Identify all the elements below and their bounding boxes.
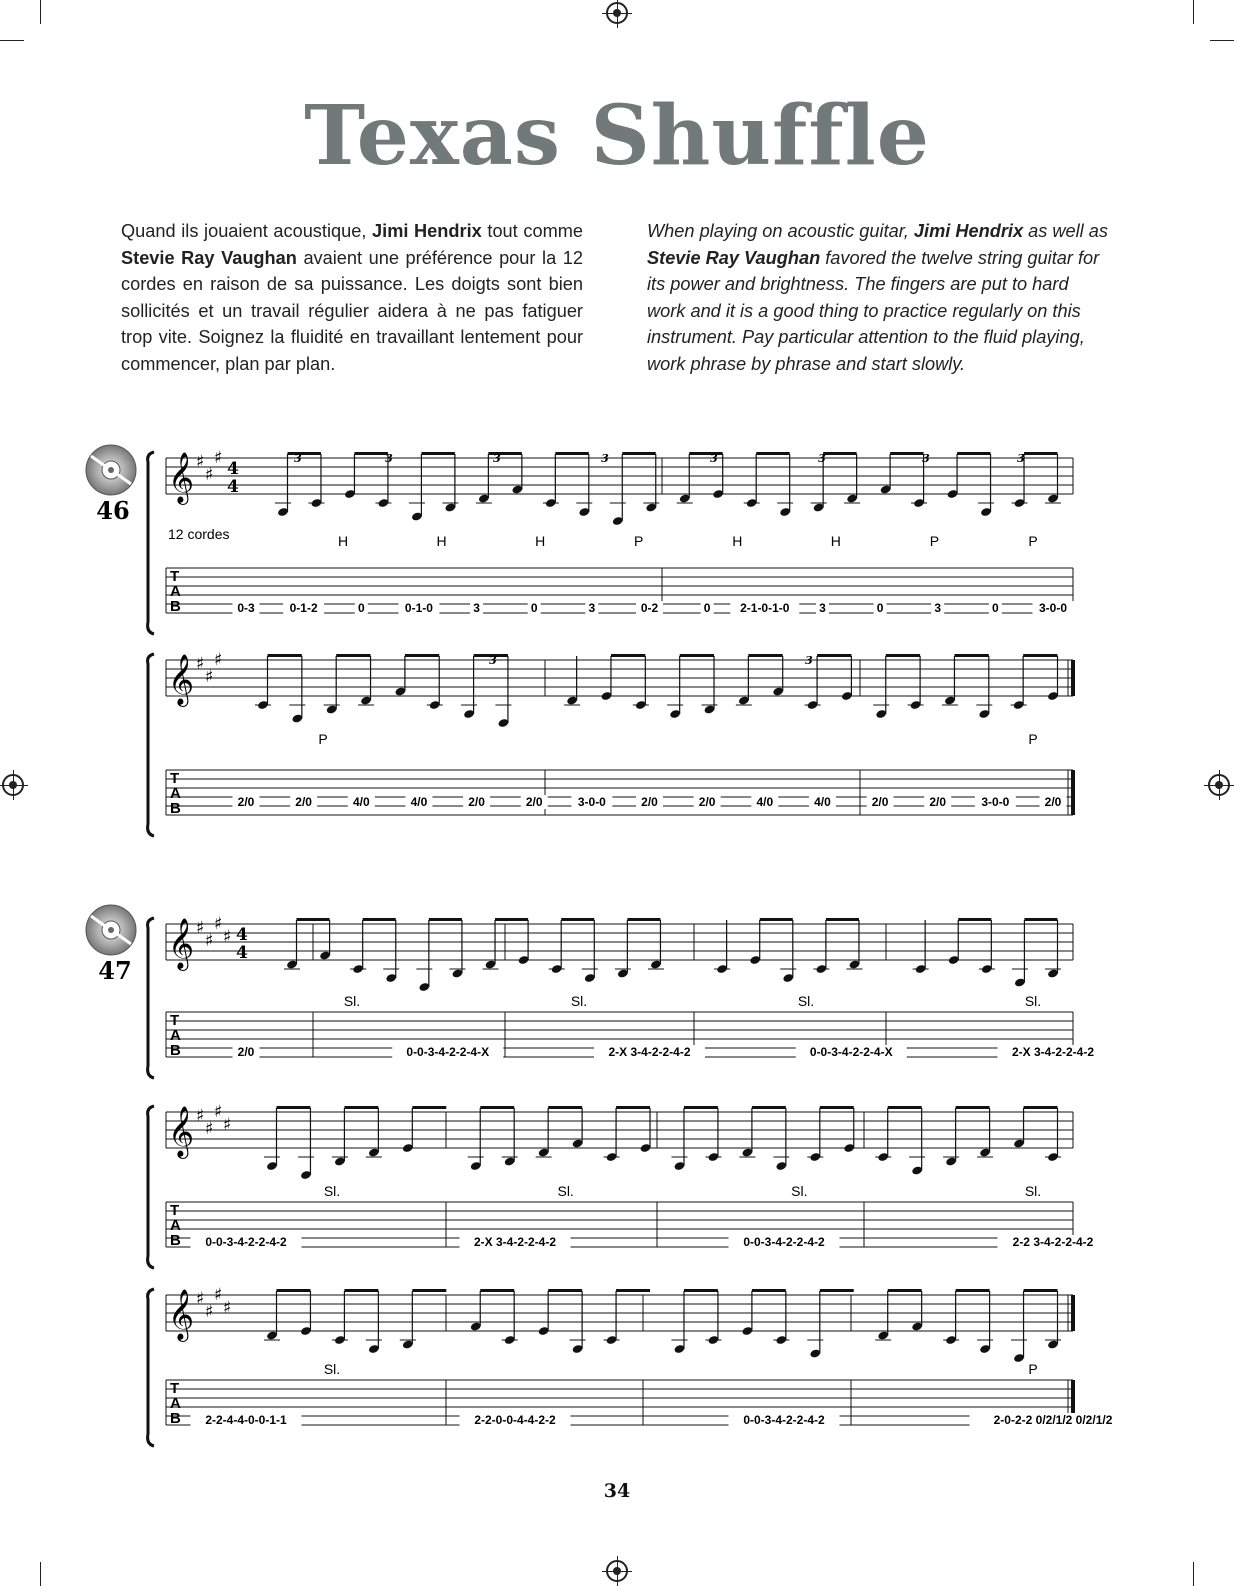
- note-beam: [954, 654, 988, 657]
- tab-clef-letter: B: [170, 598, 181, 615]
- tab-number: 4/0: [756, 795, 774, 809]
- triplet-mark: 3: [1017, 452, 1025, 465]
- note-beam: [548, 1289, 582, 1292]
- tab-number: 4/0: [352, 795, 370, 809]
- tab-number: 2/0: [1044, 795, 1062, 809]
- articulation-label: H: [830, 533, 841, 549]
- note-beam: [616, 1106, 650, 1109]
- note-beam: [354, 452, 387, 455]
- sharp-icon: ♯: [205, 1119, 214, 1139]
- articulation-label: H: [436, 533, 447, 549]
- sharp-icon: ♯: [223, 927, 232, 947]
- tab-number: 0-0-3-4-2-2-4-X: [809, 1045, 893, 1059]
- tab-number: 2-X 3-4-2-2-4-2: [473, 1235, 557, 1249]
- tab-number: 3-0-0: [981, 795, 1010, 809]
- note-beam: [616, 1289, 650, 1292]
- articulation-label: H: [535, 533, 546, 549]
- note-beam: [336, 654, 370, 657]
- time-signature-bottom: 4: [236, 943, 248, 963]
- note-beam: [752, 1106, 786, 1109]
- articulation-label: Sl.: [1024, 1183, 1042, 1199]
- page-title: Texas Shuffle: [304, 88, 930, 184]
- note-beam: [1024, 918, 1057, 921]
- sharp-icon: ♯: [196, 1289, 205, 1309]
- note-beam: [956, 1106, 990, 1109]
- system-bracket: [148, 1106, 154, 1268]
- articulation-label: Sl.: [1024, 993, 1042, 1009]
- tab-clef-letter: T: [170, 770, 180, 787]
- sharp-icon: ♯: [214, 650, 223, 670]
- note-beam: [421, 452, 454, 455]
- tab-number: 0-0-3-4-2-2-4-2: [743, 1235, 825, 1249]
- sharp-icon: ♯: [205, 667, 214, 687]
- note-beam: [344, 1289, 378, 1292]
- note-beam: [622, 452, 655, 455]
- intro-text-french: Quand ils jouaient acoustique, Jimi Hendrix tout comme Stevie Ray Vaughan avaient une préférence pour la 12 cordes en raison de sa puissance. Les doigts sont bien sollicités et un travail régulier aidera à ne pas fatiguer trop vite. Soignez la fluidité en travaillant lentement pour commencer, plan par plan.: [121, 221, 583, 374]
- tab-clef-letter: B: [170, 1042, 181, 1059]
- articulation-label: P: [1028, 1361, 1038, 1377]
- note-beam: [561, 918, 594, 921]
- note-beam: [890, 452, 923, 455]
- note-beam: [1024, 1289, 1058, 1292]
- tab-number: 4/0: [814, 795, 831, 809]
- treble-clef-icon: 𝄞: [168, 918, 195, 969]
- tab-number: 2/0: [698, 795, 716, 809]
- tab-clef-letter: A: [170, 1027, 181, 1044]
- tab-clef-letter: A: [170, 583, 181, 600]
- articulation-label: Sl.: [323, 1183, 341, 1199]
- note-beam: [1024, 452, 1057, 455]
- tab-number: 2/0: [237, 1045, 255, 1059]
- tab-number: 2-X 3-4-2-2-4-2: [1011, 1045, 1095, 1059]
- treble-clef-icon: 𝄞: [168, 1289, 195, 1340]
- note-beam: [277, 1289, 311, 1292]
- tab-number: 2-2 3-4-2-2-4-2: [1012, 1235, 1094, 1249]
- tab-number: 0-1-2: [289, 601, 318, 615]
- tab-clef-letter: T: [170, 1012, 180, 1029]
- time-signature-bottom: 4: [227, 477, 239, 497]
- triplet-mark: 3: [294, 452, 302, 465]
- tab-number: 3: [473, 601, 480, 615]
- tab-number: 2-2-4-4-0-0-1-1: [205, 1413, 287, 1427]
- articulation-label: P: [1028, 731, 1038, 747]
- audio-track-icon[interactable]: [86, 445, 136, 495]
- time-signature-top: 4: [227, 459, 239, 479]
- articulation-label: P: [929, 533, 940, 549]
- tab-number: 2/0: [929, 795, 947, 809]
- note-beam: [752, 1289, 786, 1292]
- note-beam: [680, 654, 714, 657]
- sharp-icon: ♯: [214, 1285, 223, 1305]
- note-beam: [956, 1289, 990, 1292]
- tab-number: 2-0-2-2 0/2/1/2 0/2/1/2: [993, 1413, 1113, 1427]
- note-beam: [888, 1289, 922, 1292]
- note-beam: [288, 452, 321, 455]
- tab-number: 2/0: [468, 795, 485, 809]
- treble-clef-icon: 𝄞: [168, 1106, 195, 1157]
- note-beam: [888, 1106, 922, 1109]
- note-beam: [412, 1106, 446, 1109]
- tab-number: 2/0: [237, 795, 255, 809]
- tab-number: 0: [992, 601, 999, 615]
- note-beam: [826, 918, 859, 921]
- tab-number: 0: [703, 601, 711, 615]
- tab-number: 4/0: [410, 795, 428, 809]
- note-beam: [405, 654, 439, 657]
- system-bracket: [148, 918, 154, 1078]
- final-barline: [1071, 1295, 1075, 1331]
- triplet-mark: 3: [601, 452, 609, 465]
- triplet-mark: 3: [710, 452, 718, 465]
- tab-number: 0-3: [237, 601, 255, 615]
- note-beam: [412, 1289, 446, 1292]
- note-beam: [363, 918, 396, 921]
- tab-number: 2-2-0-0-4-4-2-2: [474, 1413, 556, 1427]
- note-beam: [684, 1289, 718, 1292]
- articulation-label: Sl.: [323, 1361, 341, 1377]
- sharp-icon: ♯: [214, 448, 223, 468]
- note-beam: [820, 1289, 854, 1292]
- tab-number: 2/0: [871, 795, 889, 809]
- note-beam: [817, 654, 851, 657]
- sharp-icon: ♯: [214, 1102, 223, 1122]
- system-bracket: [148, 452, 154, 634]
- tab-number: 3: [934, 601, 942, 615]
- note-beam: [429, 918, 462, 921]
- example-number: 47: [98, 956, 132, 985]
- note-beam: [748, 654, 782, 657]
- tab-number: 2/0: [525, 795, 543, 809]
- tab-clef-letter: T: [170, 568, 180, 585]
- note-beam: [555, 452, 588, 455]
- tab-clef-letter: B: [170, 1232, 181, 1249]
- tab-clef-letter: T: [170, 1202, 180, 1219]
- tab-number: 2/0: [295, 795, 312, 809]
- note-beam: [480, 1106, 514, 1109]
- treble-clef-icon: 𝄞: [168, 452, 195, 503]
- final-barline: [1071, 770, 1075, 815]
- articulation-label: H: [337, 533, 349, 549]
- triplet-mark: 3: [805, 654, 813, 667]
- articulation-label: P: [634, 533, 644, 549]
- tab-clef-letter: B: [170, 800, 181, 817]
- page-number: 34: [603, 1480, 631, 1502]
- sharp-icon: ♯: [205, 465, 214, 485]
- triplet-mark: 3: [818, 452, 826, 465]
- note-beam: [611, 654, 645, 657]
- note-beam: [1023, 654, 1057, 657]
- tab-number: 2/0: [641, 795, 658, 809]
- sharp-icon: ♯: [214, 914, 223, 934]
- note-beam: [495, 918, 528, 921]
- articulation-label: P: [318, 731, 328, 747]
- articulation-label: Sl.: [557, 1183, 574, 1199]
- tab-clef-letter: A: [170, 1217, 181, 1234]
- tab-number: 0-0-3-4-2-2-4-2: [743, 1413, 825, 1427]
- tab-number: 3-0-0: [577, 795, 606, 809]
- notation-marks: [255, 452, 1061, 1363]
- note-beam: [760, 918, 793, 921]
- tab-clef-letter: A: [170, 785, 181, 802]
- tab-number: 0-2: [640, 601, 659, 615]
- tab-number: 3-0-0: [1038, 601, 1068, 615]
- tab-number: 0-1-0: [404, 601, 433, 615]
- sharp-icon: ♯: [196, 918, 205, 938]
- sharp-icon: ♯: [205, 1302, 214, 1322]
- tab-clef-letter: T: [170, 1380, 180, 1397]
- sharp-icon: ♯: [205, 931, 214, 951]
- tab-number: 0: [357, 601, 365, 615]
- tab-number: 2-1-0-1-0: [740, 601, 790, 615]
- articulation-label: H: [732, 533, 743, 549]
- final-barline: [1071, 660, 1075, 696]
- sharp-icon: ♯: [223, 1298, 232, 1318]
- note-beam: [957, 452, 990, 455]
- tab-number: 0-0-3-4-2-2-4-X: [406, 1045, 490, 1059]
- sharp-icon: ♯: [223, 1115, 232, 1135]
- note-beam: [480, 1289, 514, 1292]
- articulation-label: Sl.: [797, 993, 815, 1009]
- system-bracket: [148, 1289, 154, 1446]
- sharp-icon: ♯: [196, 654, 205, 674]
- tab-clef-letter: A: [170, 1395, 181, 1412]
- triplet-mark: 3: [489, 654, 497, 667]
- articulation-label: P: [1028, 533, 1038, 549]
- triplet-mark: 3: [922, 452, 930, 465]
- triplet-mark: 3: [493, 452, 501, 465]
- note-beam: [756, 452, 789, 455]
- tab-number: 0-0-3-4-2-2-4-2: [205, 1235, 287, 1249]
- triplet-mark: 3: [385, 452, 393, 465]
- note-beam: [344, 1106, 378, 1109]
- sharp-icon: ♯: [196, 452, 205, 472]
- note-beam: [958, 918, 991, 921]
- instrument-label: 12 cordes: [168, 526, 230, 542]
- staff-systems: [148, 448, 1075, 1446]
- tab-number: 0: [530, 601, 538, 615]
- tab-number: 3: [588, 601, 596, 615]
- tab-number: 3: [819, 601, 826, 615]
- treble-clef-icon: 𝄞: [168, 654, 195, 705]
- tab-number: 2-X 3-4-2-2-4-2: [608, 1045, 691, 1059]
- articulation-label: Sl.: [343, 993, 361, 1009]
- intro-text-english: When playing on acoustic guitar, Jimi Hendrix as well as Stevie Ray Vaughan favored the twelve string guitar for its power and brightness. The fingers are put to hard work and it is a good thing to practice regularly on this instrument. Pay particular attention to the fluid playing, work phrase by phrase and start slowly.: [647, 221, 1108, 374]
- articulation-label: Sl.: [791, 1183, 808, 1199]
- time-signature-top: 4: [236, 925, 248, 945]
- note-beam: [886, 654, 920, 657]
- articulation-label: Sl.: [570, 993, 588, 1009]
- example-number: 46: [96, 496, 130, 525]
- note-beam: [277, 1106, 311, 1109]
- note-beam: [1024, 1106, 1058, 1109]
- note-beam: [684, 1106, 718, 1109]
- tab-number: 0: [876, 601, 884, 615]
- note-beam: [820, 1106, 854, 1109]
- note-beam: [823, 452, 856, 455]
- sharp-icon: ♯: [196, 1106, 205, 1126]
- note-beam: [548, 1106, 582, 1109]
- note-beam: [627, 918, 660, 921]
- note-beam: [297, 918, 330, 921]
- tab-clef-letter: B: [170, 1410, 181, 1427]
- audio-track-icon[interactable]: [86, 905, 136, 955]
- system-bracket: [148, 654, 154, 836]
- note-beam: [268, 654, 302, 657]
